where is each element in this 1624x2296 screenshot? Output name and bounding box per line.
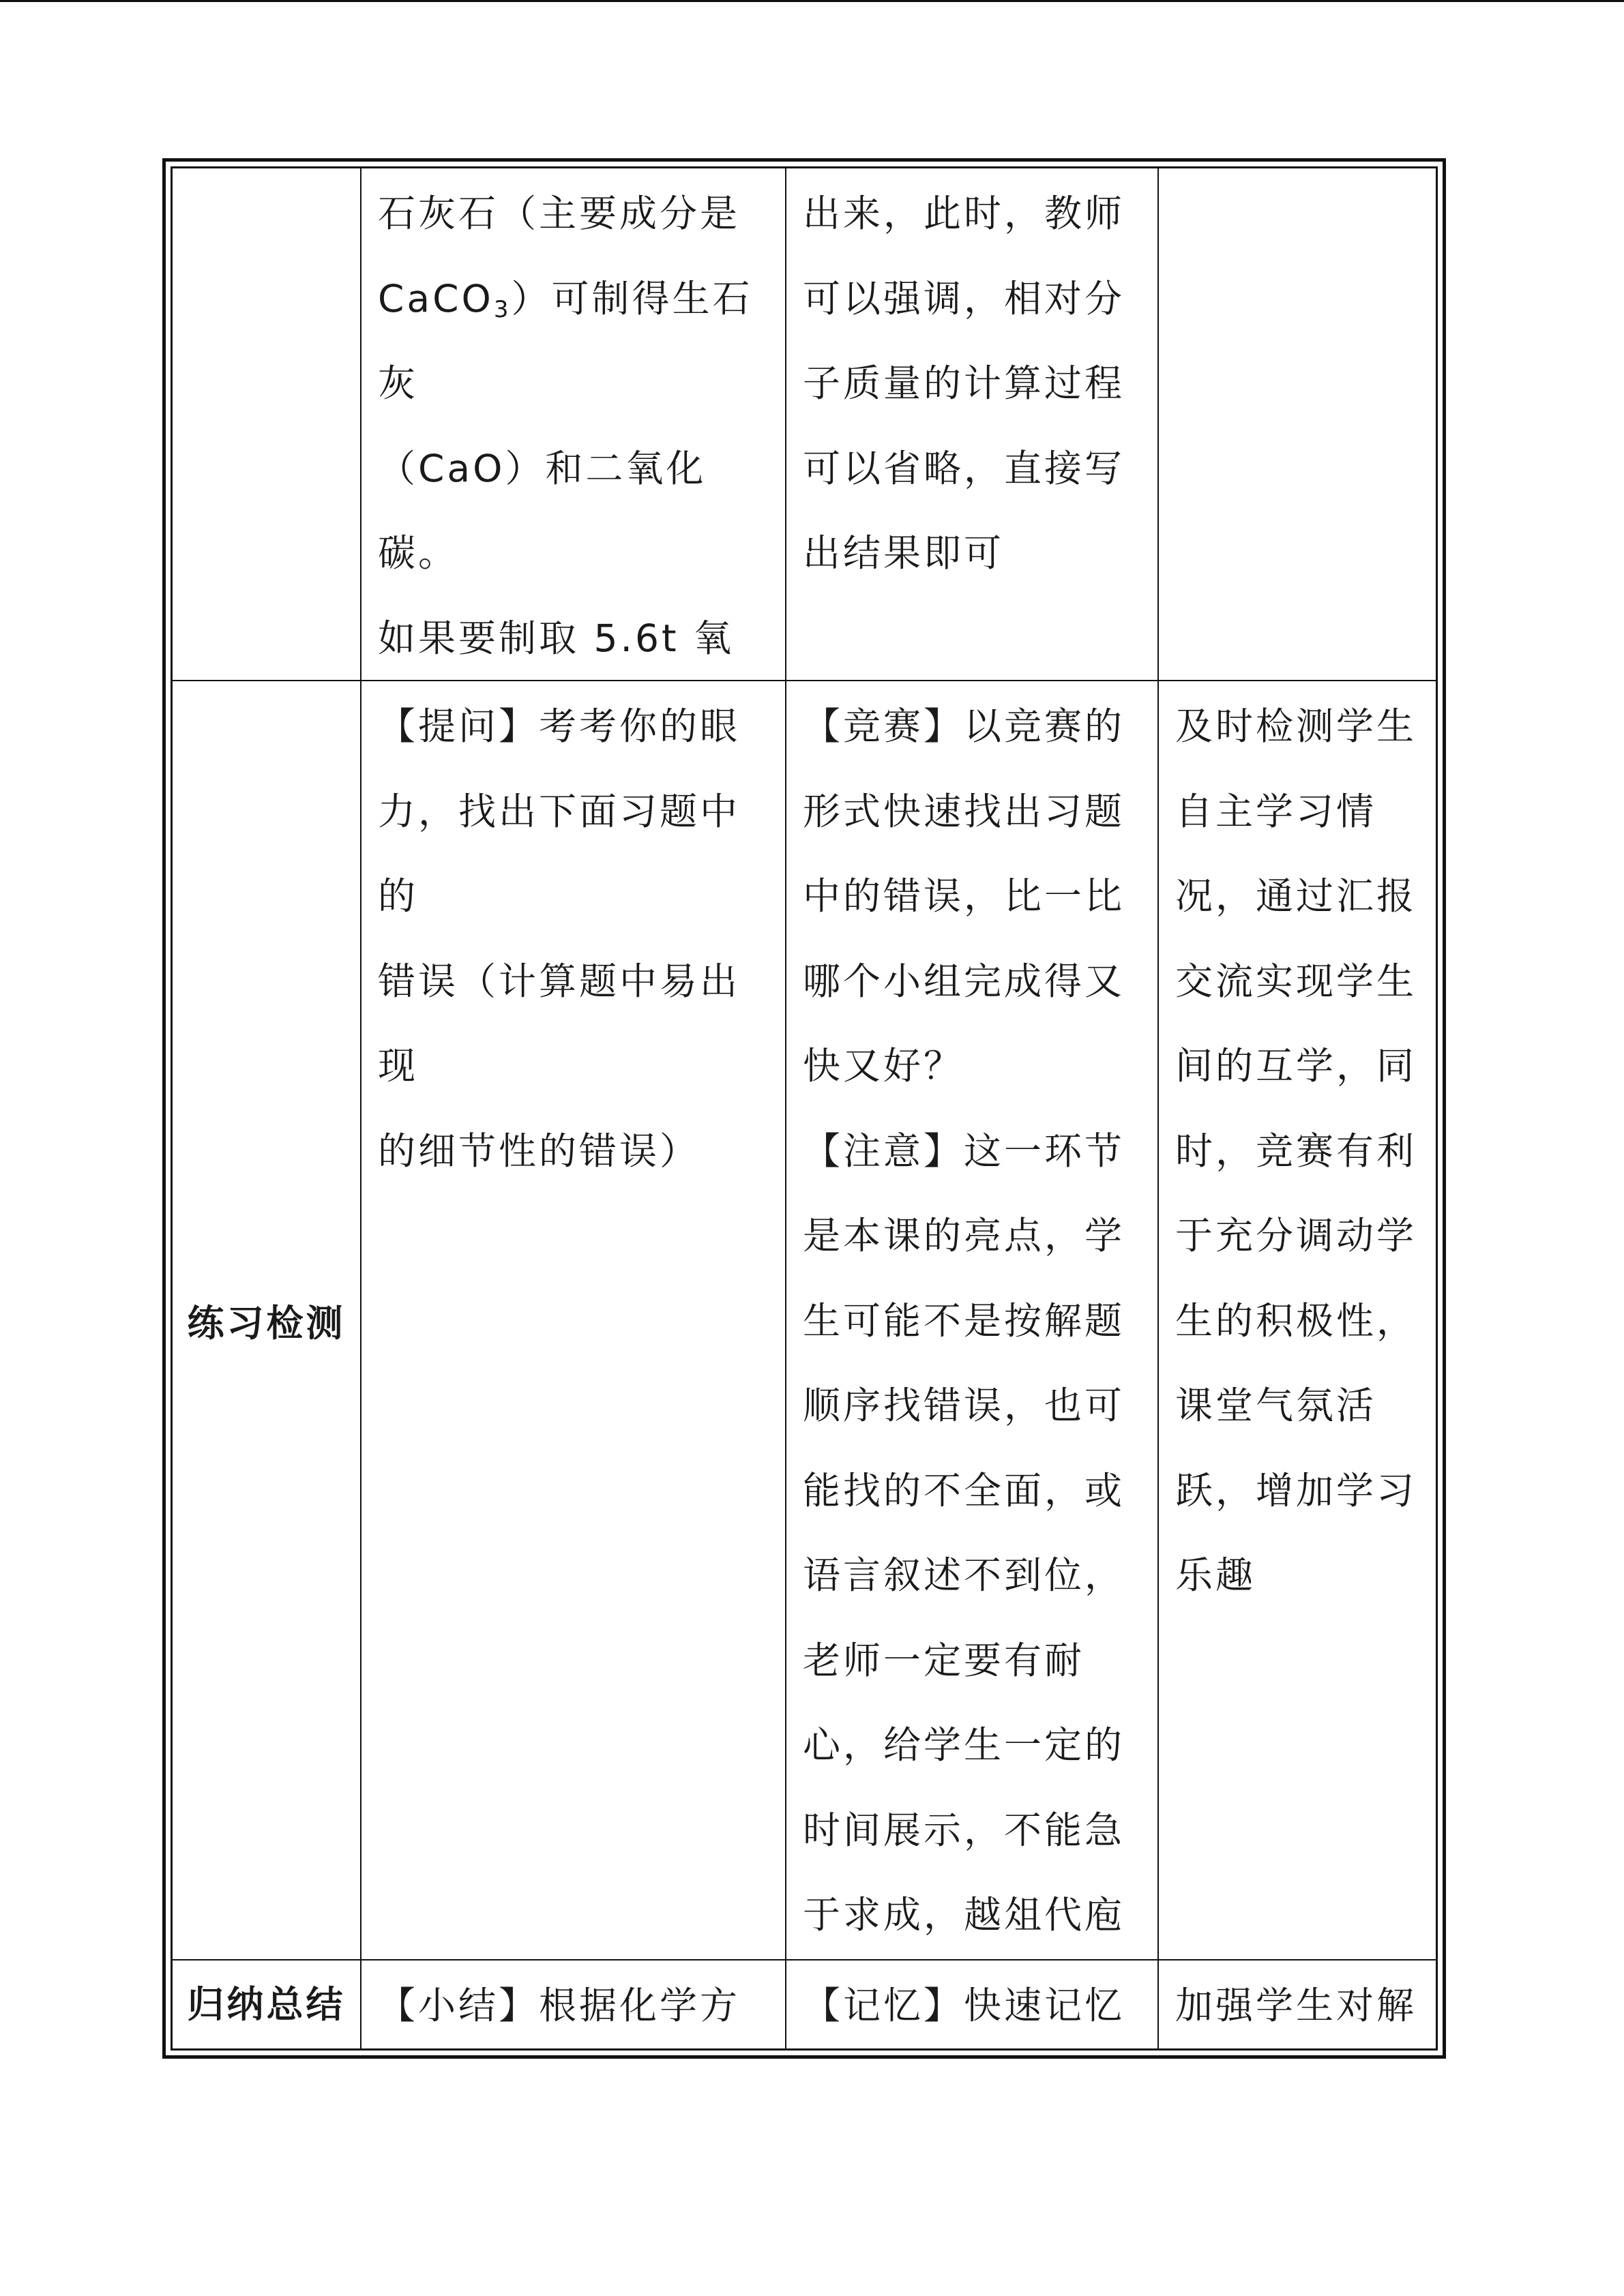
text-line: 中的错误，比一比 [803, 874, 1125, 918]
text-line: 子质量的计算过程 [803, 361, 1125, 405]
row-3-heading-cell [173, 1960, 361, 2048]
text-line: 【竞赛】以竞赛的 [803, 704, 1125, 748]
text-line: 力，找出下面习题中的 [378, 789, 741, 918]
lesson-table [162, 158, 1446, 2059]
row-heading: 归纳总结 [187, 1983, 346, 2026]
row-3-student-cell [786, 1960, 1159, 2048]
text-line: 出来，此时，教师 [803, 192, 1125, 235]
row-1-student-cell [786, 168, 1159, 681]
text-line: 【注意】这一环节 [803, 1129, 1125, 1173]
row-3-intent-cell [1159, 1960, 1436, 2048]
text-line: （CaO）和二氧化碳。 [378, 446, 707, 575]
text-line: 跃，增加学习 [1175, 1468, 1417, 1512]
text-line: 快又好？ [803, 1044, 964, 1088]
text-line: 形式快速找出习题 [803, 789, 1125, 833]
text-line: 顺序找错误，也可 [803, 1384, 1125, 1427]
text-line: 时，竞赛有利 [1175, 1129, 1417, 1173]
row-1-teacher-cell [361, 168, 786, 681]
row-2-teacher-cell [361, 681, 786, 1960]
text-line: 错误（计算题中易出现 [378, 959, 741, 1088]
text-line: 石灰石（主要成分是 [378, 192, 741, 235]
row-2-intent-cell [1159, 681, 1436, 1960]
text-line: 的细节性的错误） [378, 1129, 700, 1173]
text-line: 加强学生对解 [1175, 1984, 1417, 2027]
text-line: 乐趣 [1175, 1553, 1256, 1597]
text-line: 【小结】根据化学方 [378, 1984, 741, 2027]
text-line: 及时检测学生 [1175, 704, 1417, 748]
row-1-intent-cell [1159, 168, 1436, 681]
text-line: 出结果即可 [803, 531, 1005, 575]
text-line: 于充分调动学 [1175, 1214, 1417, 1257]
row-2-student-cell [786, 681, 1159, 1960]
text-line: 能找的不全面，或 [803, 1468, 1125, 1512]
text-line: 可以强调，相对分 [803, 276, 1125, 320]
text-line: 【提问】考考你的眼 [378, 704, 741, 748]
row-2-heading-cell [173, 681, 361, 1960]
text-line: 语言叙述不到位， [803, 1553, 1125, 1597]
text-line: CaCO$_3$）可制得生石灰 [378, 276, 753, 405]
row-1-heading-cell [173, 168, 361, 681]
text-line: 课堂气氛活 [1175, 1384, 1377, 1427]
text-line: 间的互学，同 [1175, 1044, 1417, 1088]
text-line: 于求成，越俎代庖 [803, 1893, 1125, 1937]
text-line: 【记忆】快速记忆 [803, 1984, 1125, 2027]
text-line: 生的积极性， [1175, 1298, 1417, 1343]
text-line: 老师一定要有耐 [803, 1638, 1085, 1682]
text-line: 生可能不是按解题 [803, 1298, 1125, 1343]
text-line: 哪个小组完成得又 [803, 959, 1125, 1003]
text-line: 时间展示，不能急 [803, 1808, 1125, 1852]
page-top-rule [0, 0, 1624, 2]
text-line: 交流实现学生 [1175, 959, 1417, 1003]
row-heading: 练习检测 [187, 1301, 346, 1345]
text-line: 心，给学生一定的 [803, 1723, 1125, 1767]
text-line: 如果要制取 5.6t 氧 [378, 616, 734, 660]
text-line: 况，通过汇报 [1175, 874, 1417, 918]
row-3-teacher-cell [361, 1960, 786, 2048]
text-line: 可以省略，直接写 [803, 446, 1125, 490]
text-line: 自主学习情 [1175, 789, 1377, 833]
text-line: 是本课的亮点，学 [803, 1214, 1125, 1257]
